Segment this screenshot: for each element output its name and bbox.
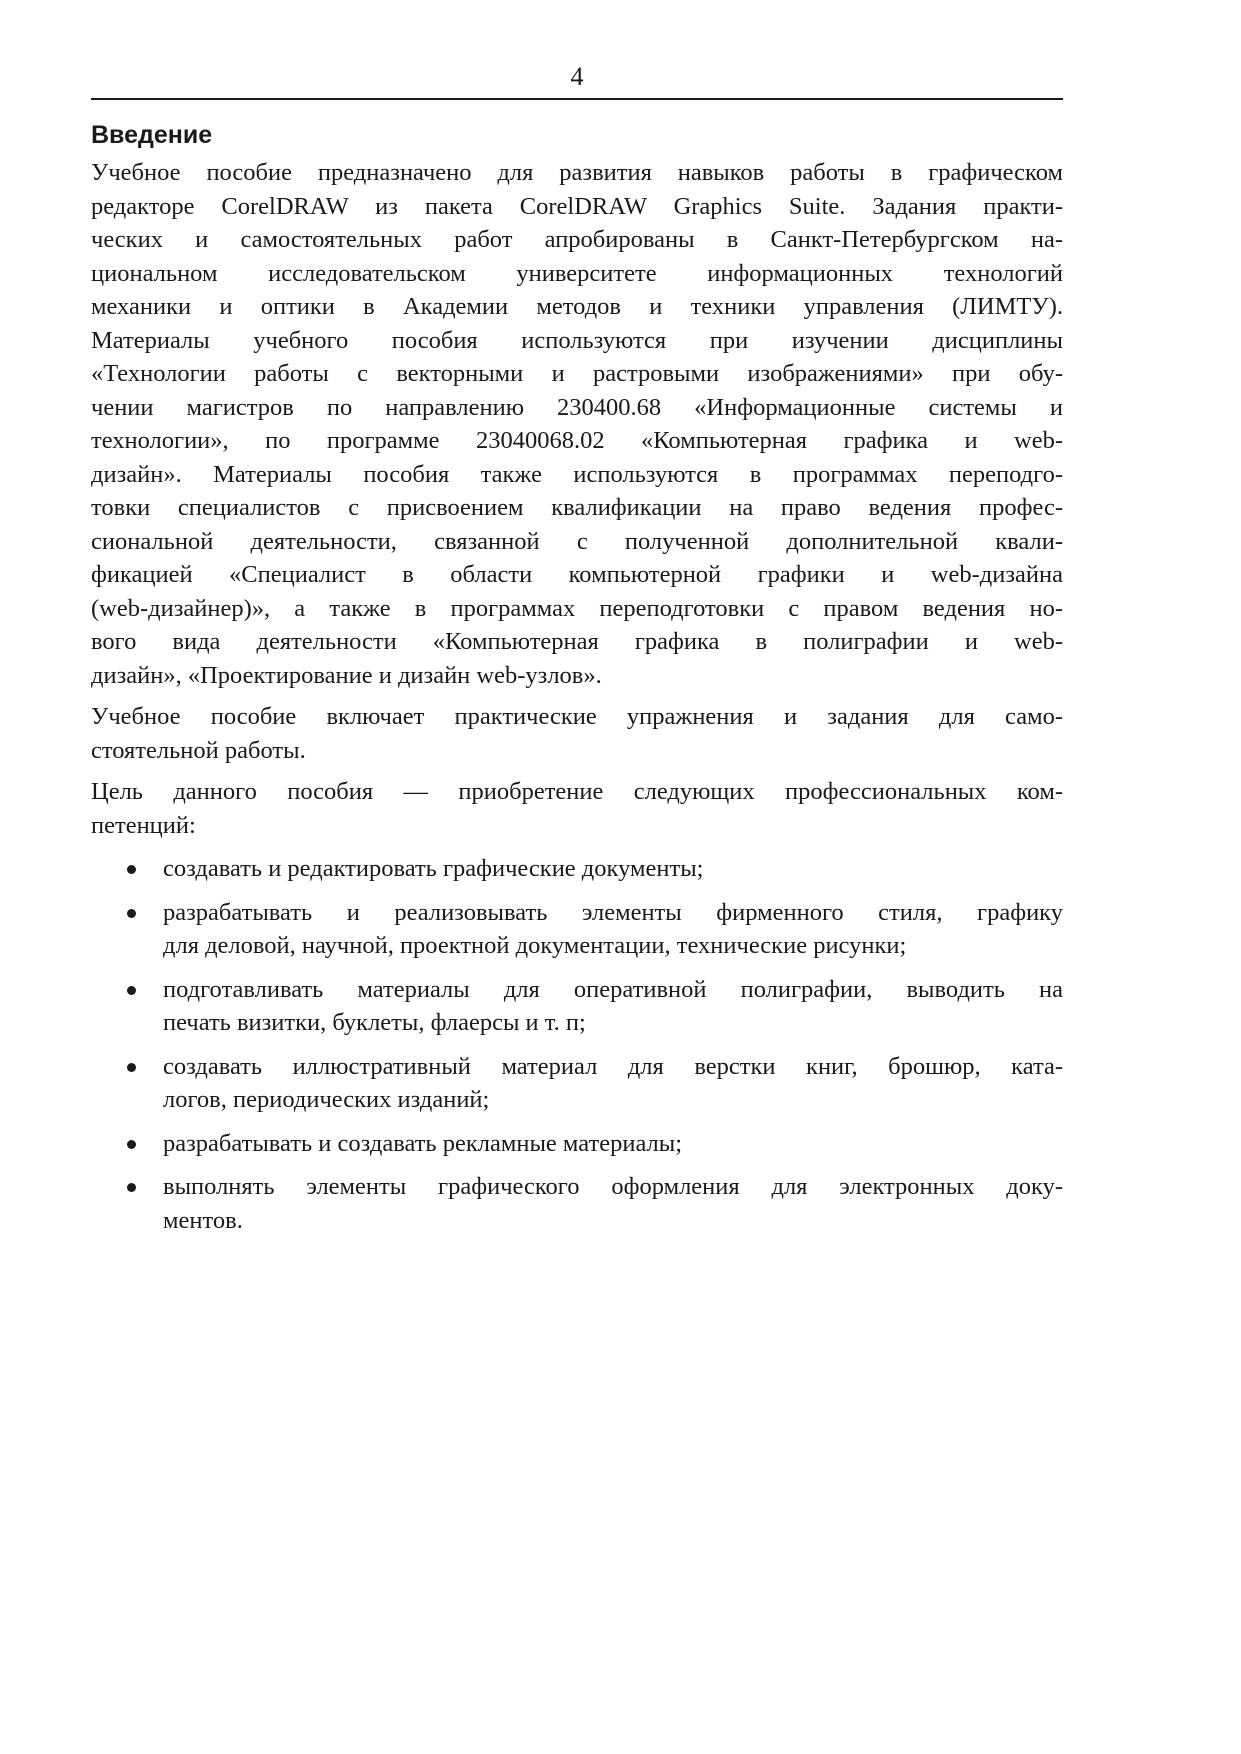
paragraph-line: Материалы учебного пособия используются при изучении дисциплины [91, 326, 1063, 354]
competencies-list [91, 852, 1063, 1237]
list-item-line: для деловой, научной, проектной документации, технические рисунки; [163, 932, 907, 959]
paragraph-line: Учебное пособие предназначено для развития навыков работы в графическом [91, 159, 1063, 186]
bullet-icon [127, 1183, 136, 1192]
paragraph-line: Учебное пособие включает практические упражнения и задания для само- [91, 703, 1063, 730]
paragraph-line: циональном исследовательском университете информационных технологий [91, 259, 1063, 287]
paragraph-line: петенций: [91, 811, 196, 839]
list-item-line: разрабатывать и реализовывать элементы фирменного стиля, графику [163, 898, 1063, 926]
list-item [91, 973, 1063, 1040]
intro-paragraph [91, 156, 1063, 692]
bullet-icon [127, 1140, 136, 1149]
paragraph-line: (web-дизайнер)», а также в программах переподготовки с правом ведения но- [91, 594, 1063, 622]
list-item [91, 1050, 1063, 1117]
paragraph-line: «Технологии работы с векторными и растровыми изображениями» при обу- [91, 360, 1063, 387]
list-item-line: логов, периодических изданий; [163, 1086, 490, 1113]
list-item-line: создавать и редактировать графические документы; [163, 855, 704, 882]
paragraph-line: товки специалистов с присвоением квалификации на право ведения профес- [91, 494, 1063, 521]
paragraph-line: чении магистров по направлению 230400.68 «Информационные системы и [91, 393, 1063, 421]
paragraph-line: редакторе CorelDRAW из пакета CorelDRAW Graphics Suite. Задания практи- [91, 192, 1063, 220]
list-item [91, 896, 1063, 963]
paragraph-line: дизайн», «Проектирование и дизайн web-узлов». [91, 661, 602, 689]
header-rule [91, 98, 1063, 100]
bullet-icon [127, 1063, 136, 1072]
paragraph-line: Цель данного пособия — приобретение следующих профессиональных ком- [91, 778, 1063, 805]
page-number: 4 [570, 62, 584, 91]
list-item [91, 1127, 1063, 1161]
paragraph-line: механики и оптики в Академии методов и техники управления (ЛИМТУ). [91, 293, 1063, 320]
section-title: Введение [91, 121, 213, 149]
scope-paragraph [91, 700, 1063, 767]
paragraph-line: сиональной деятельности, связанной с полученной дополнительной квали- [91, 527, 1063, 555]
bullet-icon [127, 909, 136, 918]
bullet-icon [127, 986, 136, 995]
paragraph-line: фикацией «Специалист в области компьютерной графики и web-дизайна [91, 561, 1063, 588]
goal-paragraph [91, 775, 1063, 842]
paragraph-line: вого вида деятельности «Компьютерная графика в полиграфии и web- [91, 628, 1063, 655]
list-item-line: ментов. [163, 1206, 243, 1234]
paragraph-line: дизайн». Материалы пособия также используются в программах переподго- [91, 460, 1063, 488]
paragraph-line: технологии», по программе 23040068.02 «Компьютерная графика и web- [91, 427, 1063, 454]
list-item-line: создавать иллюстративный материал для верстки книг, брошюр, ката- [163, 1052, 1063, 1080]
paragraph-line: стоятельной работы. [91, 736, 306, 764]
list-item [91, 852, 1063, 886]
list-item-line: подготавливать материалы для оперативной полиграфии, выводить на [163, 975, 1063, 1003]
list-item-line: разрабатывать и создавать рекламные материалы; [163, 1129, 683, 1157]
list-item [91, 1170, 1063, 1237]
bullet-icon [127, 865, 136, 874]
list-item-line: выполнять элементы графического оформления для электронных доку- [163, 1173, 1063, 1200]
list-item-line: печать визитки, буклеты, флаерсы и т. п; [163, 1009, 586, 1036]
document-page [91, 60, 1063, 1247]
paragraph-line: ческих и самостоятельных работ апробированы в Санкт-Петербургском на- [91, 226, 1063, 253]
